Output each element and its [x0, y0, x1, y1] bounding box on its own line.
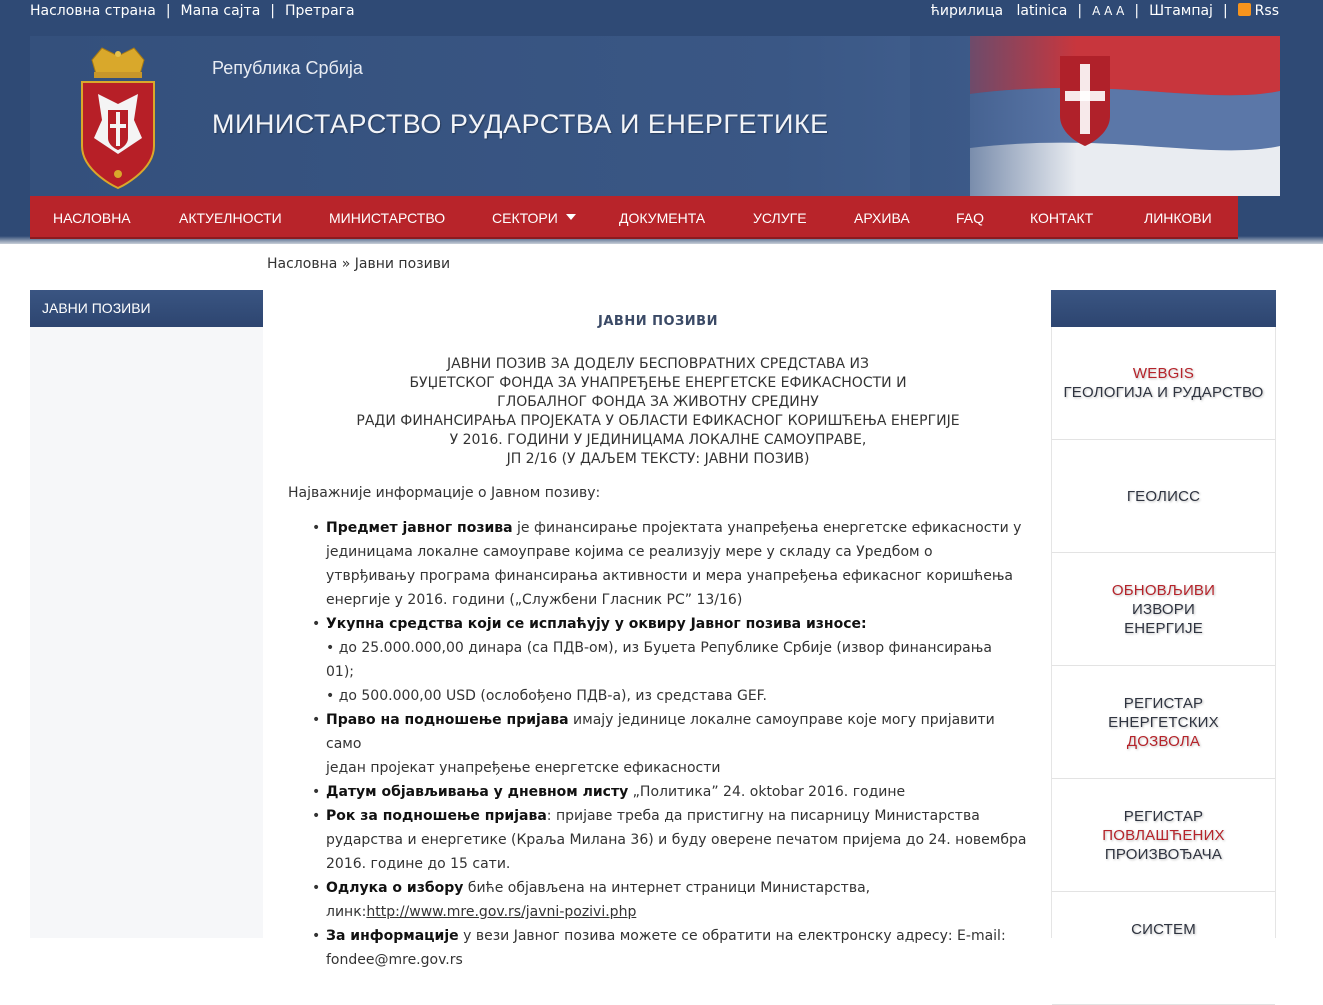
item-text: 2016. године до 15 сати.	[326, 856, 511, 872]
item-heading: Предмет јавног позива	[326, 520, 513, 536]
item-text: јединицама локалне самоуправе којима се реализују мере у складу са Уредбом о	[326, 544, 933, 560]
nav-contact[interactable]: КОНТАКТ	[1030, 210, 1094, 226]
banner-line: ПРОИЗВОЂАЧА	[1104, 845, 1223, 863]
coat-of-arms-icon	[78, 46, 158, 192]
nav-home[interactable]: НАСЛОВНА	[53, 210, 131, 226]
right-sidebar	[1051, 327, 1276, 938]
item-text: биће објављена на интернет страници Министарства,	[463, 880, 871, 896]
call-heading-line: У 2016. ГОДИНИ У ЈЕДИНИЦАМА ЛОКАЛНЕ САМОУПРАВЕ,	[449, 432, 867, 448]
item-text: рударства и енергетике (Краља Милана 36) и буду оверене печатом пријема до 24. новембра	[326, 832, 1027, 848]
call-heading-line: ГЛОБАЛНОГ ФОНДА ЗА ЖИВОТНУ СРЕДИНУ	[497, 394, 819, 410]
banner-line: WEBGIS	[1132, 365, 1195, 382]
nav-ministry[interactable]: МИНИСТАРСТВО	[329, 210, 446, 226]
rss-link[interactable]: Rss	[1254, 3, 1279, 19]
call-heading-line: РАДИ ФИНАНСИРАЊА ПРОЈЕКАТА У ОБЛАСТИ ЕФИКАСНОГ КОРИШЋЕЊА ЕНЕРГИЈЕ	[356, 413, 960, 429]
main-navigation	[30, 196, 1238, 239]
nav-faq[interactable]: FAQ	[956, 210, 985, 226]
item-heading: Одлука о избору	[326, 880, 464, 896]
item-text: имају јединице локалне самоуправе које могу пријавити само	[326, 712, 995, 752]
list-item	[326, 780, 1028, 804]
nav-services[interactable]: УСЛУГЕ	[753, 210, 807, 226]
top-right-links	[931, 0, 1279, 22]
banner-line: ЕНЕРГЕТСКИХ	[1108, 713, 1219, 731]
page-title: ЈАВНИ ПОЗИВИ	[598, 314, 718, 329]
rss-icon[interactable]	[1238, 3, 1251, 16]
item-heading: Датум објављивања у дневном листу	[326, 784, 629, 800]
list-item	[326, 804, 1028, 876]
country-name: Република Србија	[212, 58, 363, 78]
separator: |	[1222, 3, 1228, 19]
banner-line: ПОВЛАШЋЕНИХ	[1102, 826, 1225, 844]
item-heading: За информације	[326, 928, 459, 944]
separator: |	[1134, 3, 1140, 19]
list-item	[326, 924, 1028, 972]
ministry-name: МИНИСТАРСТВО РУДАРСТВА И ЕНЕРГЕТИКЕ	[212, 109, 829, 139]
item-text: у вези Јавног позива можете се обратити на електронску адресу: E-mail:	[458, 928, 1006, 944]
call-heading-line: БУЏЕТСКОГ ФОНДА ЗА УНАПРЕЂЕЊЕ ЕНЕРГЕТСКЕ ЕФИКАСНОСТИ И	[409, 375, 907, 391]
energy-permits-banner[interactable]	[1052, 666, 1275, 779]
caret-down-icon	[566, 214, 576, 220]
item-heading: Право на подношење пријава	[326, 712, 569, 728]
list-item	[326, 516, 1028, 612]
item-text: • до 500.000,00 USD (ослобођено ПДВ-а), из средстава GEF.	[326, 688, 767, 704]
geoliss-banner[interactable]	[1052, 440, 1275, 553]
nav-links[interactable]: ЛИНКОВИ	[1144, 210, 1212, 226]
item-text: линк:	[326, 904, 367, 920]
main-content	[288, 312, 1028, 972]
banner-line: ГЕОЛОГИЈА И РУДАРСТВО	[1063, 384, 1264, 401]
system-banner[interactable]	[1052, 892, 1275, 1005]
item-text: fondee@mre.gov.rs	[326, 952, 463, 968]
cyrillic-link[interactable]: ћирилица	[930, 3, 1004, 19]
list-item	[326, 612, 1028, 708]
nav-sectors-label: СЕКТОРИ	[492, 210, 558, 226]
print-link[interactable]: Штампај	[1149, 3, 1213, 19]
list-item	[326, 708, 1028, 780]
decision-link[interactable]: http://www.mre.gov.rs/javni-pozivi.php	[366, 904, 637, 920]
nav-archive[interactable]: АРХИВА	[854, 210, 910, 226]
item-text: енергије у 2016. години („Службени Гласник РС” 13/16)	[326, 592, 743, 608]
item-heading: Рок за подношење пријава	[326, 808, 547, 824]
nav-news[interactable]: АКТУЕЛНОСТИ	[179, 210, 282, 226]
latin-link[interactable]: latinica	[1016, 3, 1068, 19]
separator: |	[165, 3, 171, 19]
banner-line: ДОЗВОЛА	[1126, 732, 1201, 750]
breadcrumb[interactable]: Насловна » Јавни позиви	[267, 256, 451, 272]
call-heading	[288, 355, 1028, 469]
info-list	[288, 516, 1028, 972]
left-sidebar-title: ЈАВНИ ПОЗИВИ	[30, 290, 263, 327]
banner-line: ОБНОВЉИВИ	[1111, 581, 1216, 599]
nav-sectors[interactable]	[492, 210, 576, 226]
separator: |	[270, 3, 275, 19]
left-sidebar	[30, 327, 263, 938]
webgis-banner[interactable]	[1052, 327, 1275, 440]
top-links	[30, 0, 355, 24]
call-heading-line: ЈАВНИ ПОЗИВ ЗА ДОДЕЛУ БЕСПОВРАТНИХ СРЕДСТАВА ИЗ	[446, 356, 870, 372]
item-text: утврђивању програма финансирања активности и мера унапређења ефикасног коришћења	[326, 568, 1014, 584]
banner-line: СИСТЕМ	[1131, 921, 1196, 938]
renewables-banner[interactable]	[1052, 553, 1275, 666]
nav-documents[interactable]: ДОКУМЕНТА	[619, 210, 706, 226]
serbian-flag-image	[910, 36, 1280, 196]
banner-line: ГЕОЛИСС	[1126, 487, 1201, 505]
banner-line: ИЗВОРИ	[1131, 600, 1195, 618]
home-link[interactable]: Насловна страна	[30, 3, 156, 19]
sitemap-link[interactable]: Мапа сајта	[180, 3, 261, 19]
list-item	[326, 876, 1028, 924]
privileged-producers-banner[interactable]	[1052, 779, 1275, 892]
banner-line: ЕНЕРГИЈЕ	[1124, 619, 1203, 637]
item-text: „Политика” 24. oktobar 2016. године	[628, 784, 906, 800]
item-text: један пројекат унапређење енергетске ефикасности	[326, 760, 721, 776]
banner-line: РЕГИСТАР	[1123, 807, 1204, 825]
item-text: је финансирање пројектата унапређења енергетске ефикасности у	[512, 520, 1022, 536]
item-text: 01);	[326, 664, 354, 680]
banner-line: РЕГИСТАР	[1123, 694, 1204, 712]
item-heading: Укупна средства који се исплаћују у оквиру Јавног позива износе:	[326, 616, 867, 632]
item-text: • до 25.000.000,00 динара (са ПДВ-ом), из Буџета Републике Србије (извор финансирања	[326, 640, 992, 656]
search-link[interactable]: Претрага	[285, 3, 355, 19]
call-heading-line: ЈП 2/16 (У ДАЉЕМ ТЕКСТУ: ЈАВНИ ПОЗИВ)	[506, 451, 810, 467]
right-sidebar-header	[1051, 290, 1276, 327]
header-banner	[30, 36, 1280, 196]
font-size-links[interactable]: A A A	[1092, 4, 1125, 18]
intro-text: Најважније информације о Јавном позиву:	[288, 485, 601, 501]
separator: |	[1077, 3, 1083, 19]
item-text: : пријаве треба да пристигну на писарницу Министарства	[546, 808, 980, 824]
